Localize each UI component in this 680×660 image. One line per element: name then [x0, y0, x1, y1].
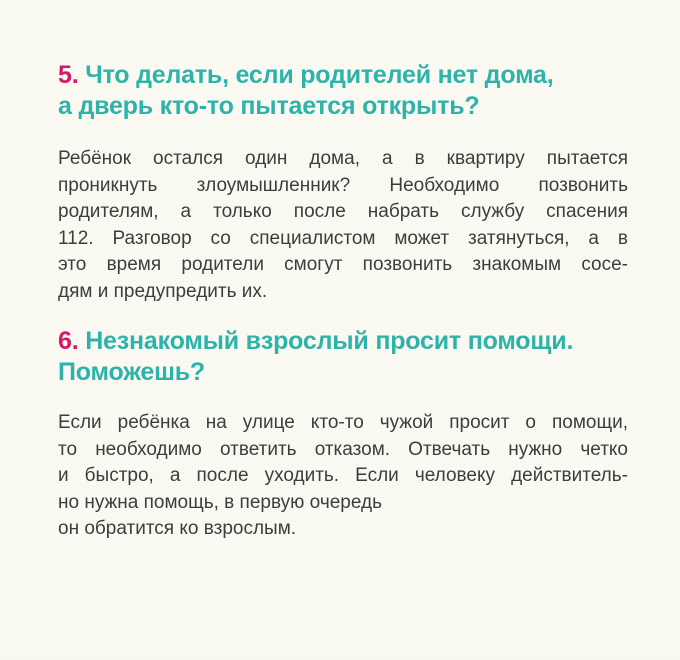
heading-line-1 — [58, 326, 628, 357]
heading-text: Что делать, если родителей нет дома, — [85, 61, 554, 89]
section-number: 6. — [58, 327, 79, 355]
heading-line-1 — [58, 60, 628, 91]
paragraph-line: он обратится ко взрослым. — [58, 518, 297, 539]
paragraph-line: дям и предупредить их. — [58, 280, 268, 302]
paragraph-line: проникнуть злоумышленник? Необходимо позвонить — [58, 174, 628, 196]
paragraph-line: 112. Разговор со специалистом может затянуться, а в — [58, 227, 628, 249]
heading-line-2: а дверь кто-то пытается открыть? — [58, 92, 480, 120]
section-heading — [58, 60, 628, 122]
paragraph-line: родителям, а только после набрать службу спасения — [58, 201, 628, 222]
paragraph-line: Если ребёнка на улице кто-то чужой просит о помощи, — [58, 412, 628, 433]
section-6-body — [58, 410, 628, 543]
heading-line-2: Поможешь? — [58, 358, 205, 386]
section-paragraph — [58, 146, 628, 305]
section-heading — [58, 326, 628, 388]
section-5-body — [58, 146, 628, 305]
section-5-heading — [58, 60, 628, 122]
section-6-heading — [58, 326, 628, 388]
paragraph-line: но нужна помощь, в первую очередь — [58, 491, 382, 513]
paragraph-line: это время родители смогут позвонить знакомым сосе- — [58, 254, 628, 275]
paragraph-line: и быстро, а после уходить. Если человеку действитель- — [58, 465, 628, 486]
paragraph-line: Ребёнок остался один дома, а в квартиру пытается — [58, 148, 628, 169]
section-paragraph — [58, 410, 628, 543]
section-number: 5. — [58, 61, 79, 89]
paragraph-line: то необходимо ответить отказом. Отвечать нужно четко — [58, 438, 628, 460]
heading-text: Незнакомый взрослый просит помощи. — [85, 327, 574, 355]
